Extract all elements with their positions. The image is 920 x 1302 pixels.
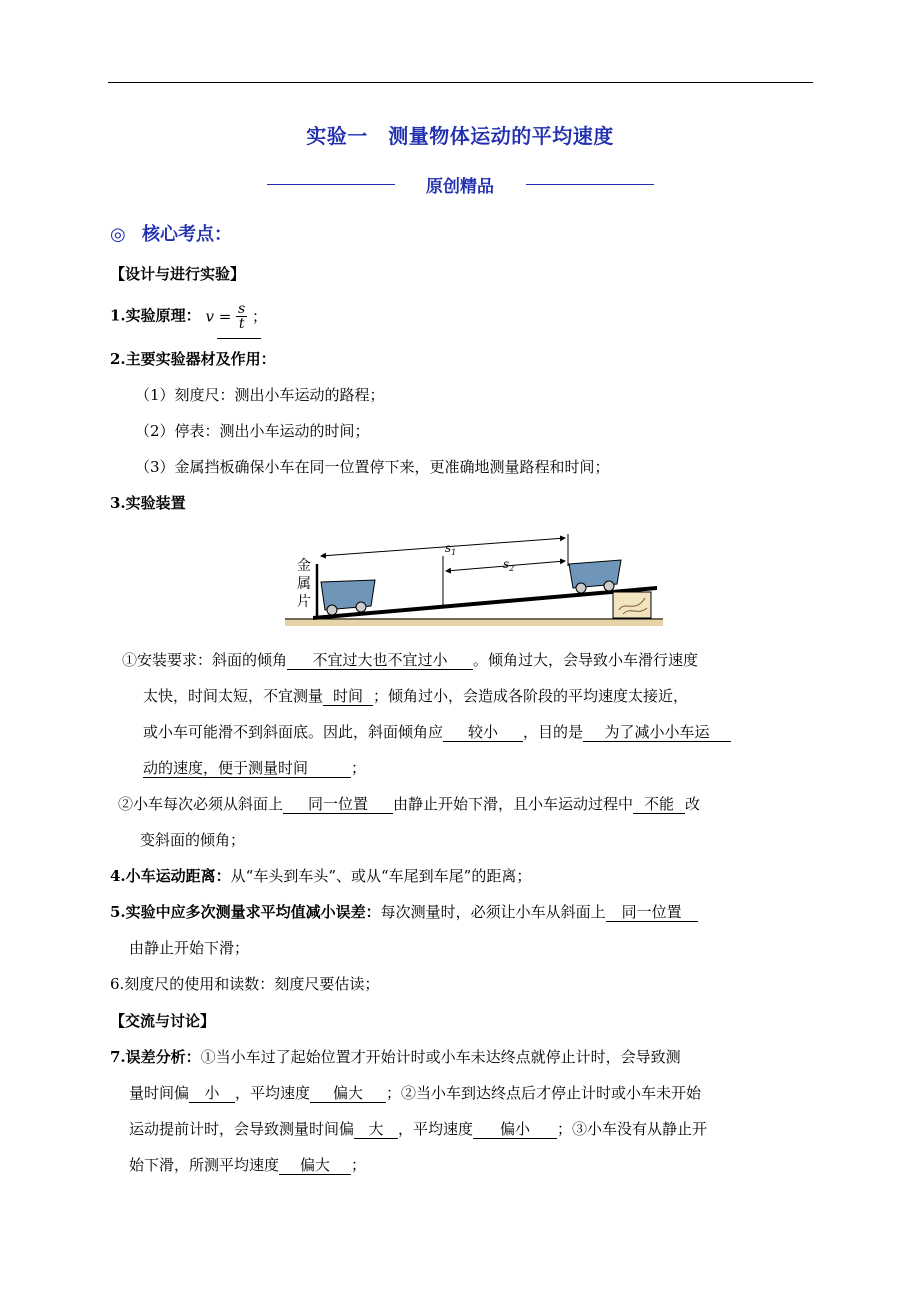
point-label: 4.小车运动距离： [110, 867, 231, 885]
install-line-6: 变斜面的倾角； [140, 831, 246, 849]
answer-blank: 小 [189, 1084, 235, 1103]
s2-label: $s_2$ [503, 557, 515, 573]
answer-blank: 不宜过大也不宜过小 [287, 651, 473, 670]
section-core-label: 核心考点： [142, 224, 232, 245]
answer-blank: 偏小 [473, 1120, 557, 1139]
text: ①当小车过了起始位置才开始计时或小车未达终点就停止计时，会导致测 [200, 1048, 681, 1066]
cart-wheel [356, 602, 366, 612]
cart-wheel [576, 583, 586, 593]
formula-underline [217, 338, 261, 339]
discussion-line-2 [129, 1083, 701, 1103]
equipment-item: （2）停表：测出小车运动的时间； [135, 422, 370, 440]
subtitle-right-rule [526, 184, 654, 185]
plate-label-char: 片 [297, 594, 311, 610]
formula-tail: ； [252, 307, 268, 326]
plate-label-char: 属 [297, 576, 311, 592]
text: ；③小车没有从静止开 [557, 1120, 708, 1138]
point-4 [110, 866, 531, 886]
text: ，平均速度 [235, 1084, 311, 1102]
plate-label-char: 金 [297, 558, 311, 574]
formula-denominator: t [238, 316, 245, 332]
point-6: 6.刻度尺的使用和读数：刻度尺要估读； [110, 975, 380, 993]
answer-blank: 时间 [323, 687, 373, 706]
cart-wheel [604, 581, 614, 591]
point-label: 7.误差分析： [110, 1048, 201, 1066]
equipment-item: （3）金属挡板确保小车在同一位置停下来，更准确地测量路程和时间； [135, 458, 610, 476]
text: 量时间偏 [129, 1084, 190, 1102]
apparatus-label: 3.实验装置 [110, 494, 186, 512]
point-5 [110, 902, 698, 922]
answer-blank: 动的速度，便于测量时间 [143, 759, 351, 778]
point-label: 5.实验中应多次测量求平均值减小误差： [110, 903, 381, 921]
text: ；倾角过小，会造成各阶段的平均速度太接近， [373, 687, 689, 705]
install-line-4 [143, 758, 366, 778]
formula-fraction [236, 302, 247, 331]
text: 。倾角过大，会导致小车滑行速度 [473, 651, 699, 669]
answer-blank: 同一位置 [606, 903, 698, 922]
subtitle: 原创精品 [426, 177, 494, 197]
answer-blank: 较小 [443, 723, 523, 742]
text: ①安装要求：斜面的倾角 [122, 651, 288, 669]
discussion-line-3 [129, 1119, 707, 1139]
text: ；②当小车到达终点后才停止计时或小车未开始 [386, 1084, 702, 1102]
header-rule [108, 82, 813, 83]
page-title: 实验一 测量物体运动的平均速度 [306, 124, 614, 148]
discussion-heading: 【交流与讨论】 [110, 1012, 216, 1030]
text: 改 [685, 795, 701, 813]
section-core-heading [110, 220, 232, 246]
answer-blank: 偏大 [310, 1084, 386, 1103]
design-heading: 【设计与进行实验】 [110, 265, 246, 283]
text: 始下滑，所测平均速度 [129, 1156, 280, 1174]
answer-blank: 不能 [633, 795, 685, 814]
install-line-1 [122, 650, 698, 670]
equipment-item: （1）刻度尺：测出小车运动的路程； [135, 386, 385, 404]
text: ； [351, 759, 367, 777]
discussion-line-4 [129, 1155, 366, 1175]
answer-blank: 为了减小小车运 [583, 723, 731, 742]
install-line-3 [143, 722, 731, 742]
equipment-label: 2.主要实验器材及作用： [110, 350, 276, 368]
answer-blank: 大 [354, 1120, 398, 1139]
s1-label: $s_1$ [445, 541, 457, 557]
principle-line [110, 302, 267, 338]
text: ； [351, 1156, 367, 1174]
principle-label: 1.实验原理： [110, 306, 201, 325]
answer-blank: 同一位置 [283, 795, 393, 814]
text: 每次测量时，必须让小车从斜面上 [380, 903, 606, 921]
s1-arrow [321, 538, 565, 556]
formula-lhs: v = [205, 307, 232, 326]
text: ②小车每次必须从斜面上 [118, 795, 284, 813]
text: 太快，时间太短，不宜测量 [143, 687, 324, 705]
text: 从“车头到车头”、或从“车尾到车尾”的距离； [230, 867, 532, 885]
text: ，平均速度 [398, 1120, 474, 1138]
text: 由静止开始下滑，且小车运动过程中 [393, 795, 634, 813]
text: 运动提前计时，会导致测量时间偏 [129, 1120, 355, 1138]
answer-blank: 偏大 [279, 1156, 351, 1175]
install-line-5 [118, 794, 700, 814]
discussion-line-1 [110, 1047, 681, 1067]
cart-wheel [327, 605, 337, 615]
text: ，目的是 [523, 723, 584, 741]
formula-numerator: s [238, 301, 246, 317]
bullseye-icon: ◎ [110, 224, 126, 245]
subtitle-row [0, 172, 920, 196]
text: 或小车可能滑不到斜面底。因此，斜面倾角应 [143, 723, 444, 741]
install-line-2 [143, 686, 688, 706]
apparatus-figure [285, 530, 665, 632]
support-block [613, 592, 651, 618]
point-5-cont: 由静止开始下滑； [129, 939, 250, 957]
